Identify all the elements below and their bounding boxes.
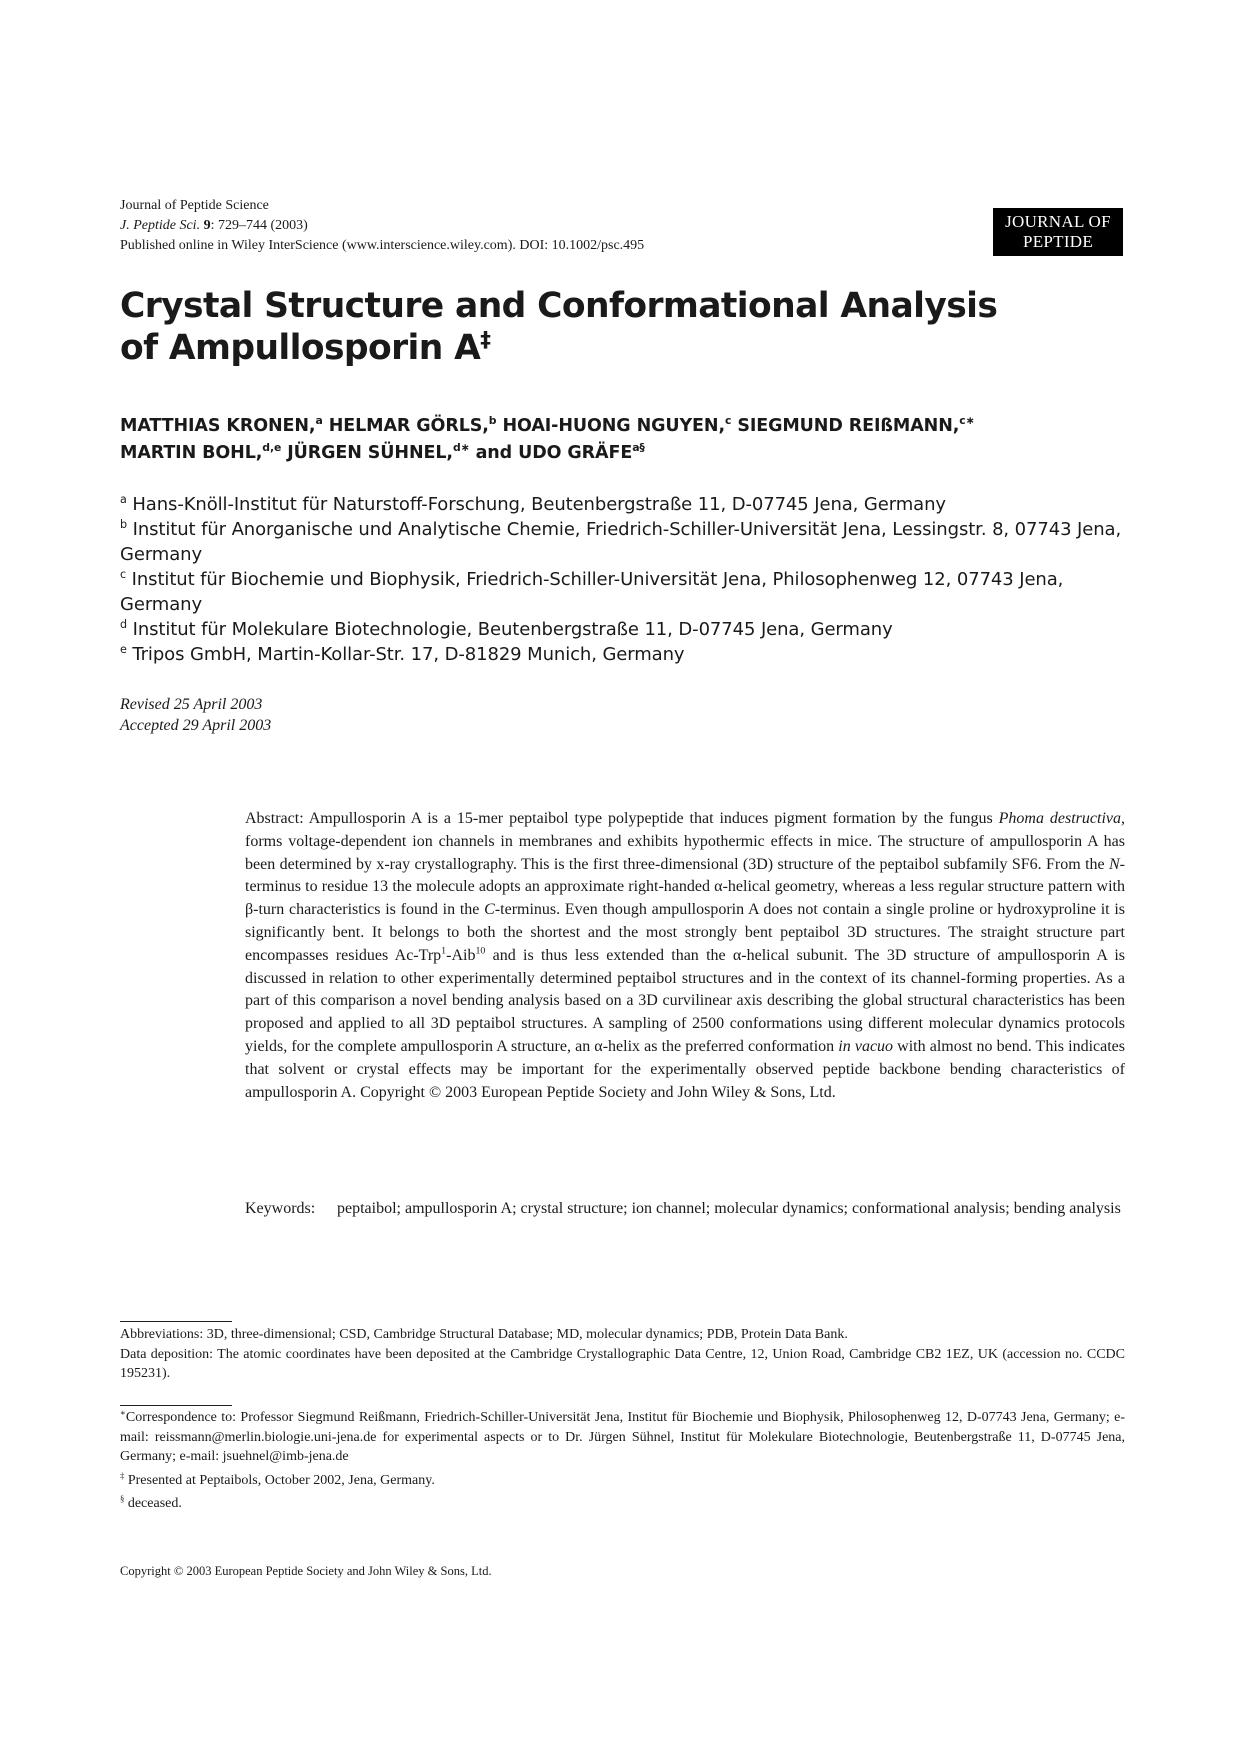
abstract-italic: N	[1109, 855, 1120, 873]
author-line-1	[120, 413, 1130, 440]
citation	[120, 216, 644, 236]
affiliation-key: c	[120, 568, 127, 581]
affiliation-item	[120, 642, 1130, 667]
logo-line-2: PEPTIDE SCIENCE	[1021, 232, 1095, 271]
footnotes-top	[120, 1325, 1125, 1384]
author-name: SIEGMUND REIßMANN,	[731, 416, 960, 436]
copyright-notice: Copyright © 2003 European Peptide Society and John Wiley & Sons, Ltd.	[120, 1564, 492, 1578]
author-name: HELMAR GÖRLS,	[322, 416, 489, 436]
title-line-2-text: of Ampullosporin A	[120, 328, 481, 368]
revised-date: Revised 25 April 2003	[120, 696, 263, 713]
author-affiliation-mark: c∗	[959, 414, 975, 428]
footnote-divider	[120, 1405, 232, 1406]
title-line-1: Crystal Structure and Conformational Analysis	[120, 286, 998, 326]
title-line-2	[120, 327, 1120, 369]
journal-logo	[993, 208, 1123, 271]
abbreviations-note: Abbreviations: 3D, three-dimensional; CSD, Cambridge Structural Database; MD, molecular dynamics; PDB, Protein Data Bank.	[120, 1327, 848, 1342]
citation-volume: 9	[203, 218, 211, 233]
author-name: MARTIN BOHL,	[120, 443, 263, 463]
footnotes-bottom	[120, 1408, 1125, 1514]
affiliation-text: Institut für Biochemie und Biophysik, Friedrich-Schiller-Universität Jena, Philosophenweg 12, 07743 Jena, Germany	[120, 569, 1064, 615]
journal-name: Journal of Peptide Science	[120, 198, 269, 213]
affiliation-text: Hans-Knöll-Institut für Naturstoff-Forschung, Beutenbergstraße 11, D-07745 Jena, Germany	[126, 494, 946, 515]
author-name: JÜRGEN SÜHNEL,	[281, 443, 453, 463]
author-name: MATTHIAS KRONEN,	[120, 416, 316, 436]
presented-note	[120, 1471, 1125, 1491]
citation-journal: J. Peptide Sci.	[120, 218, 201, 233]
author-list	[120, 413, 1130, 467]
author-line-2	[120, 440, 1130, 467]
keywords	[245, 1198, 1125, 1221]
abstract-text: with almost no bend. This indicates that solvent or crystal effects may be important for the experimentally observed peptide backbone bending characteristics of ampullosporin A. Copyright © 2003 European Peptide Society and John Wiley & Sons, Ltd.	[245, 1037, 1125, 1101]
author-affiliation-mark: c	[725, 414, 732, 428]
logo-line-1: JOURNAL OF	[1005, 212, 1111, 231]
accepted-date: Accepted 29 April 2003	[120, 717, 272, 734]
author-affiliation-mark: d∗	[452, 441, 470, 455]
affiliation-key: d	[120, 618, 127, 631]
affiliation-key: a	[120, 493, 127, 506]
article-dates	[120, 694, 271, 736]
affiliation-list	[120, 492, 1130, 667]
affiliation-text: Tripos GmbH, Martin-Kollar-Str. 17, D-81829 Munich, Germany	[126, 644, 685, 665]
presented-mark: ‡	[120, 1469, 125, 1480]
footnote-divider	[120, 1321, 232, 1322]
abstract-text: -terminus. Even though ampullosporin A does not contain a single proline or hydroxyproline it is significantly bent. It belongs to both the shortest and the most strongly bent peptaibol 3D structures. The straight structure part encompasses residues Ac-Trp	[245, 901, 1125, 964]
deposition-note: Data deposition: The atomic coordinates have been deposited at the Cambridge Crystallographic Data Centre, 12, Union Road, Cambridge CB2 1EZ, UK (accession no. CCDC 195231).	[120, 1346, 1125, 1381]
title-mark: ‡	[480, 327, 491, 353]
affiliation-item	[120, 567, 1130, 617]
affiliation-item	[120, 617, 1130, 642]
affiliation-item	[120, 492, 1130, 517]
abstract-italic: Phoma destructiva	[998, 810, 1122, 827]
author-name: and UDO GRÄFE	[469, 443, 633, 463]
abstract-text: -Aib	[446, 946, 476, 964]
correspondence-text: Correspondence to: Professor Siegmund Reißmann, Friedrich-Schiller-Universität Jena, Institut für Biochemie und Biophysik, Philosophenweg 12, D-07743 Jena, Germany; e-mail: reissmann@merlin.biologie.uni-jena.de for experimental aspects or to Dr. Jürgen Sühnel, Institut für Molekulare Biotechnologie, Beutenbergstraße 11, D-07745 Jena, Germany; e-mail: jsuehnel@imb-jena.de	[120, 1410, 1125, 1464]
abstract-text: -terminus to residue 13 the molecule adopts an approximate right-handed α-helical geometry, whereas a less regular structure pattern with β-turn characteristics is found in the	[245, 855, 1125, 919]
author-affiliation-mark: a	[315, 414, 323, 428]
abstract-italic: C	[484, 901, 495, 919]
author-affiliation-mark: b	[488, 414, 497, 428]
correspondence-mark: ∗	[120, 1407, 126, 1418]
abstract-superscript: 10	[475, 945, 486, 957]
keywords-text: peptaibol; ampullosporin A; crystal structure; ion channel; molecular dynamics; conformational analysis; bending analysis	[337, 1200, 1121, 1217]
author-affiliation-mark: d,e	[262, 441, 282, 455]
deceased-note	[120, 1494, 1125, 1514]
abstract-text: and is thus less extended than the α-helical subunit. The 3D structure of ampullosporin A is discussed in relation to other experimentally determined peptaibol structures and in the context of its channel-forming properties. As a part of this comparison a novel bending analysis based on a 3D curvilinear axis describing the global structural characteristics has been proposed and applied to all 3D peptaibol structures. A sampling of 2500 conformations using different molecular dynamics protocols yields, for the complete ampullosporin A structure, an α-helix as the preferred conformation	[245, 946, 1125, 1055]
affiliation-item	[120, 517, 1130, 567]
journal-header	[120, 196, 644, 256]
abstract-text: , forms voltage-dependent ion channels in membranes and exhibits hypothermic effects in mice. The structure of ampullosporin A has been determined by x-ray crystallography. This is the first three-dimensional (3D) structure of the peptaibol subfamily SF6. From the	[245, 810, 1126, 873]
correspondence-note	[120, 1408, 1125, 1467]
affiliation-text: Institut für Anorganische und Analytische Chemie, Friedrich-Schiller-Universität Jena, Lessingstr. 8, 07743 Jena, Germany	[120, 519, 1122, 565]
citation-pages: : 729–744 (2003)	[210, 218, 308, 233]
article-title	[120, 285, 1120, 369]
presented-text: Presented at Peptaibols, October 2002, Jena, Germany.	[124, 1472, 435, 1488]
deceased-mark: §	[120, 1493, 125, 1504]
affiliation-key: e	[120, 643, 127, 656]
affiliation-text: Institut für Molekulare Biotechnologie, Beutenbergstraße 11, D-07745 Jena, Germany	[126, 619, 893, 640]
abstract-text: Abstract: Ampullosporin A is a 15-mer peptaibol type polypeptide that induces pigment formation by the fungus	[245, 810, 999, 827]
published-online: Published online in Wiley InterScience (www.interscience.wiley.com). DOI: 10.1002/psc.495	[120, 238, 645, 253]
author-affiliation-mark: a§	[632, 441, 645, 455]
author-name: HOAI-HUONG NGUYEN,	[496, 416, 726, 436]
abstract	[245, 808, 1125, 1104]
deceased-text: deceased.	[124, 1496, 182, 1511]
keywords-label: Keywords:	[245, 1200, 316, 1217]
affiliation-key: b	[120, 518, 127, 531]
abstract-italic: in vacuo	[838, 1037, 894, 1055]
abstract-superscript: 1	[441, 945, 447, 957]
